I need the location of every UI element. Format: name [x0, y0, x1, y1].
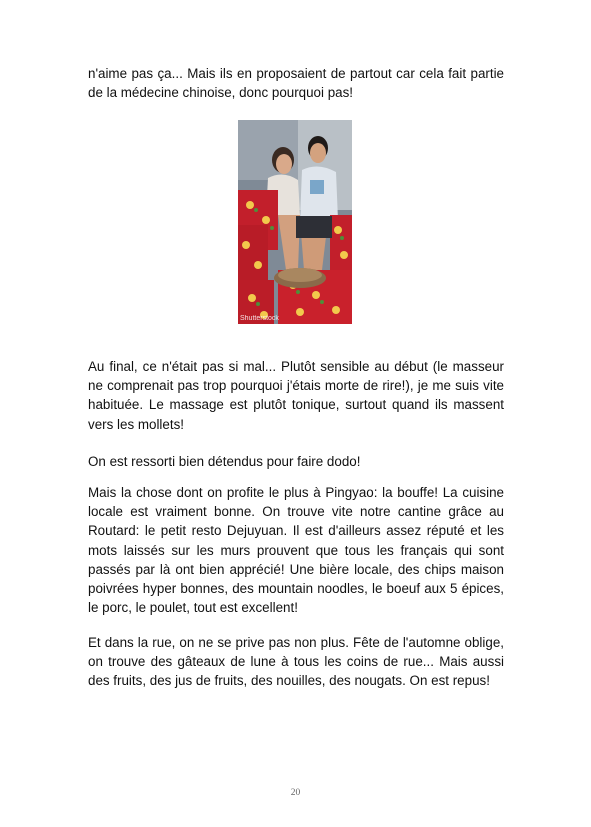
photo-foot-massage [238, 120, 352, 324]
paragraph-3: On est ressorti bien détendus pour faire dodo! [88, 454, 361, 469]
page-number: 20 [290, 788, 301, 798]
paragraph-1: n'aime pas ça... Mais ils en proposaient de partout car cela fait partie de la médecine chinoise, donc pourquoi pas! [88, 66, 504, 101]
photo-watermark: Shutterstock [240, 315, 279, 322]
paragraph-4: Mais la chose dont on profite le plus à Pingyao: la bouffe! La cuisine locale est vraiment bonne. On trouve vite notre cantine grâce au Routard: le petit resto Dejuyuan. Il est d'ailleurs assez réputé et les mots laissés sur les murs prouvent que tous les français qui sont passés par là ont bien apprécié! Une bière locale, des chips maison poivrées hyper bonnes, des mountain noodles, le boeuf aux 5 épices, le porc, le poulet, tout est excellent! [88, 485, 504, 616]
paragraph-5: Et dans la rue, on ne se prive pas non plus. Fête de l'automne oblige, on trouve des gâteaux de lune à tous les coins de rue... Mais aussi des fruits, des jus de fruits, des nouilles, des nougats. On est repus! [88, 635, 504, 689]
photo-illustration [238, 120, 352, 324]
paragraph-2: Au final, ce n'était pas si mal... Plutôt sensible au début (le masseur ne comprenait pas trop pourquoi j'étais morte de rire!), je me suis vite habituée. Le massage est plutôt tonique, surtout quand ils massent vers les mollets! [88, 359, 504, 432]
